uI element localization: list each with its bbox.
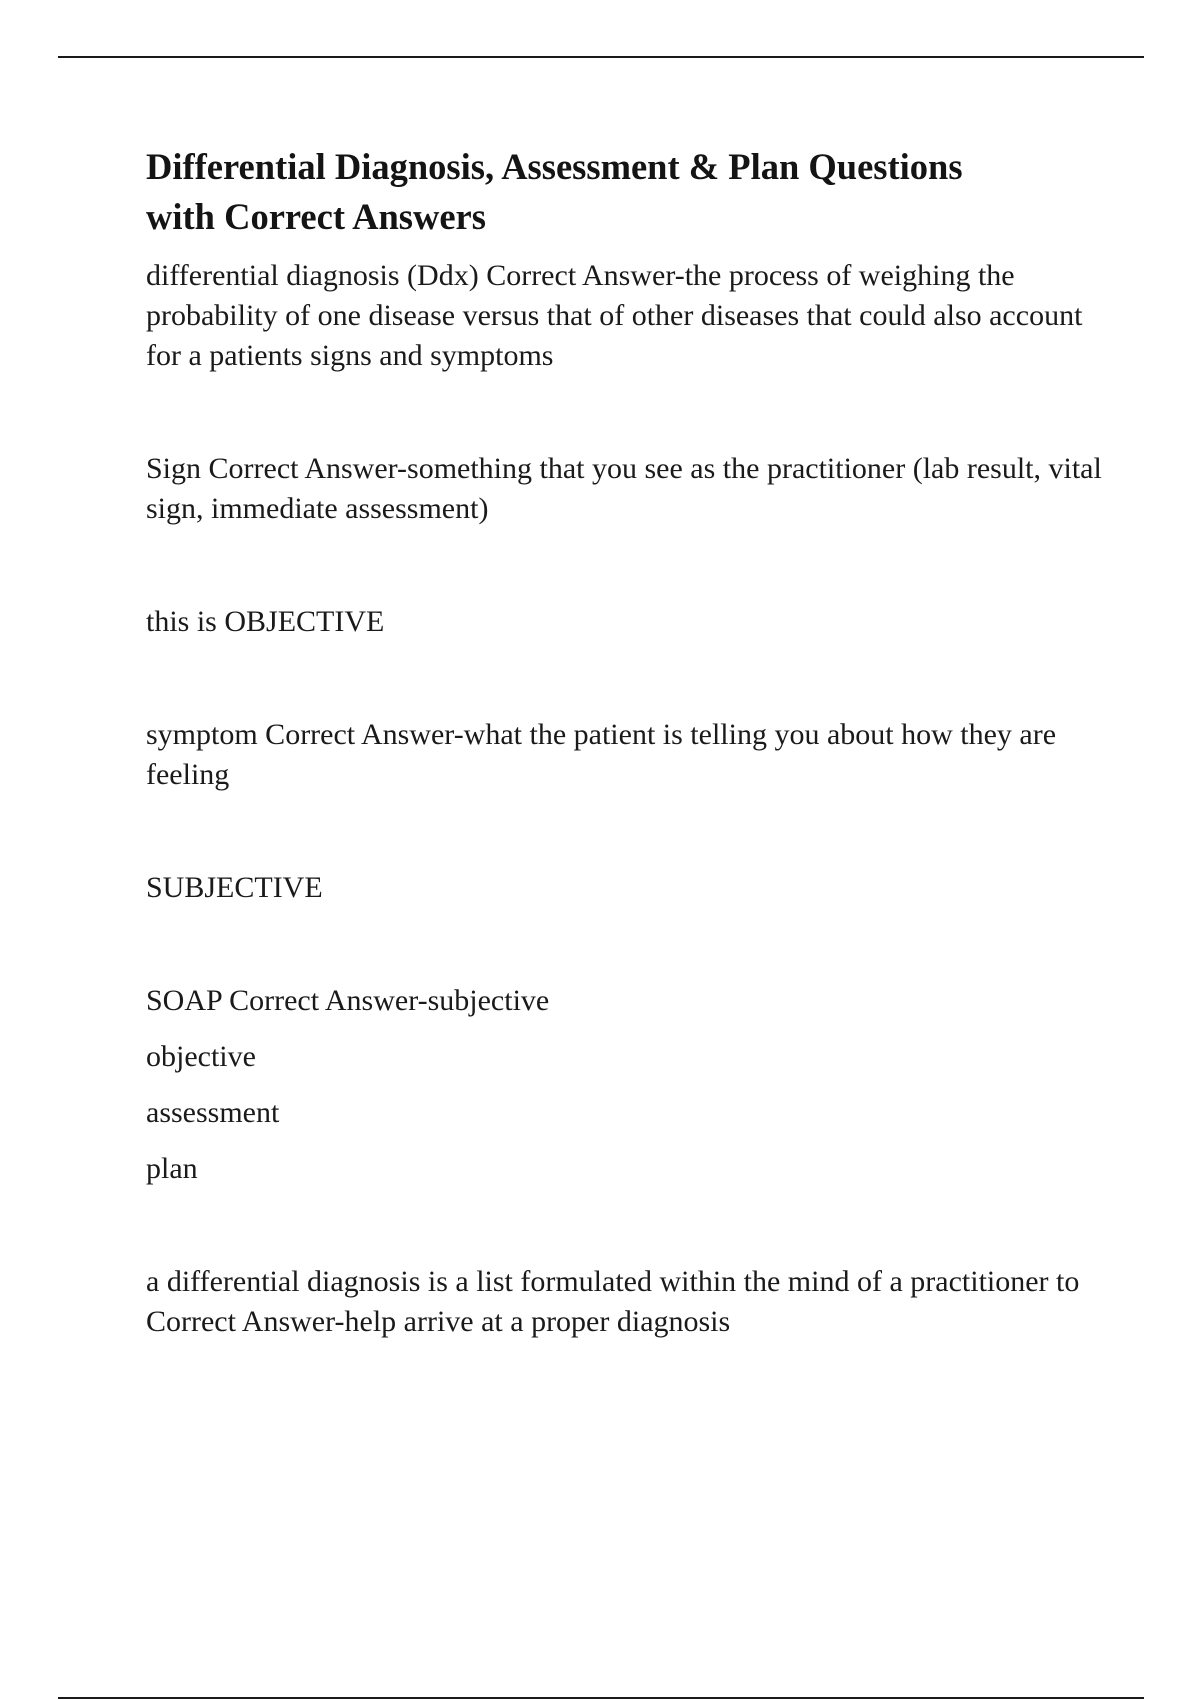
soap-item-plan: plan [146, 1152, 198, 1185]
qa-sign: Sign Correct Answer-something that you see as the practitioner (lab result, vital sign, immediate assessment) [146, 452, 1102, 525]
title-line-1: Differential Diagnosis, Assessment & Plan Questions [146, 146, 963, 187]
title-line-2: with Correct Answers [146, 196, 486, 237]
bottom-divider [58, 1697, 1144, 1699]
qa-differential-list: a differential diagnosis is a list formulated within the mind of a practitioner to Correct Answer-help arrive at a proper diagnosis [146, 1265, 1080, 1338]
document-title [146, 142, 1106, 242]
top-divider [58, 56, 1144, 58]
soap-item-objective: objective [146, 1040, 256, 1073]
note-subjective: SUBJECTIVE [146, 871, 323, 904]
note-objective: this is OBJECTIVE [146, 605, 385, 638]
qa-differential-diagnosis: differential diagnosis (Ddx) Correct Answer-the process of weighing the probability of one disease versus that of other diseases that could also account for a patients signs and symptoms [146, 259, 1083, 372]
qa-soap: SOAP Correct Answer-subjective [146, 984, 550, 1017]
soap-item-assessment: assessment [146, 1096, 280, 1129]
qa-symptom: symptom Correct Answer-what the patient is telling you about how they are feeling [146, 718, 1057, 791]
document-body [146, 142, 1106, 1342]
